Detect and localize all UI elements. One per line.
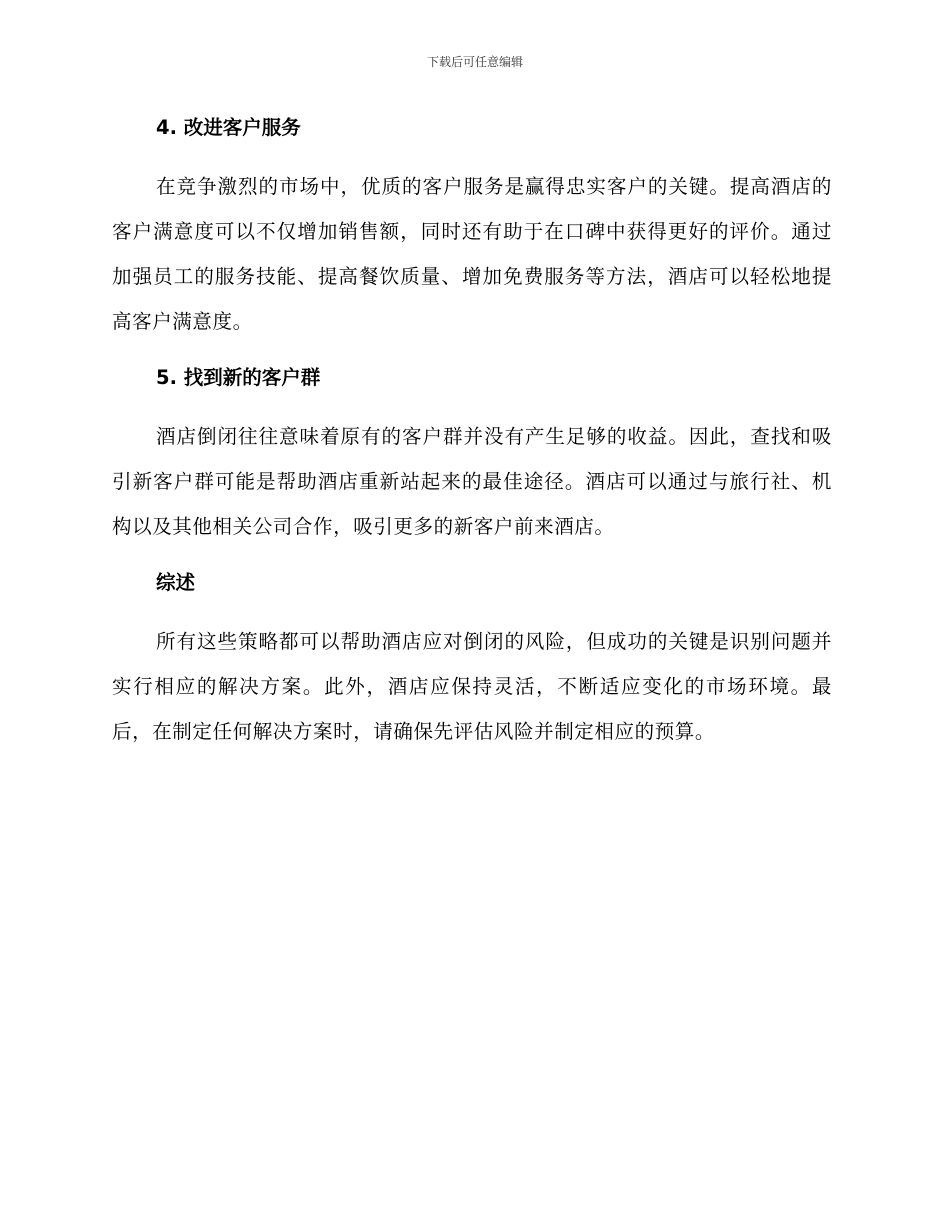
document-body — [112, 110, 832, 754]
section-paragraph-summary: 所有这些策略都可以帮助酒店应对倒闭的风险，但成功的关键是识别问题并实行相应的解决方案。此外，酒店应保持灵活，不断适应变化的市场环境。最后，在制定任何解决方案时，请确保先评估风险并制定相应的预算。 — [112, 630, 832, 743]
section-heading-find-new-customers: 5. 找到新的客户群 — [156, 366, 321, 389]
page-header-note: 下载后可任意编辑 — [426, 55, 523, 69]
section-paragraph-find-new-customers: 酒店倒闭往往意味着原有的客户群并没有产生足够的收益。因此，查找和吸引新客户群可能是帮助酒店重新站起来的最佳途径。酒店可以通过与旅行社、机构以及其他相关公司合作，吸引更多的新客户前来酒店。 — [112, 425, 832, 538]
section-paragraph-improve-customer-service: 在竞争激烈的市场中，优质的客户服务是赢得忠实客户的关键。提高酒店的客户满意度可以不仅增加销售额，同时还有助于在口碑中获得更好的评价。通过加强员工的服务技能、提高餐饮质量、增加免费服务等方法，酒店可以轻松地提高客户满意度。 — [112, 175, 832, 333]
section-heading-summary: 综述 — [156, 571, 196, 594]
section-heading-improve-customer-service: 4. 改进客户服务 — [156, 116, 301, 139]
